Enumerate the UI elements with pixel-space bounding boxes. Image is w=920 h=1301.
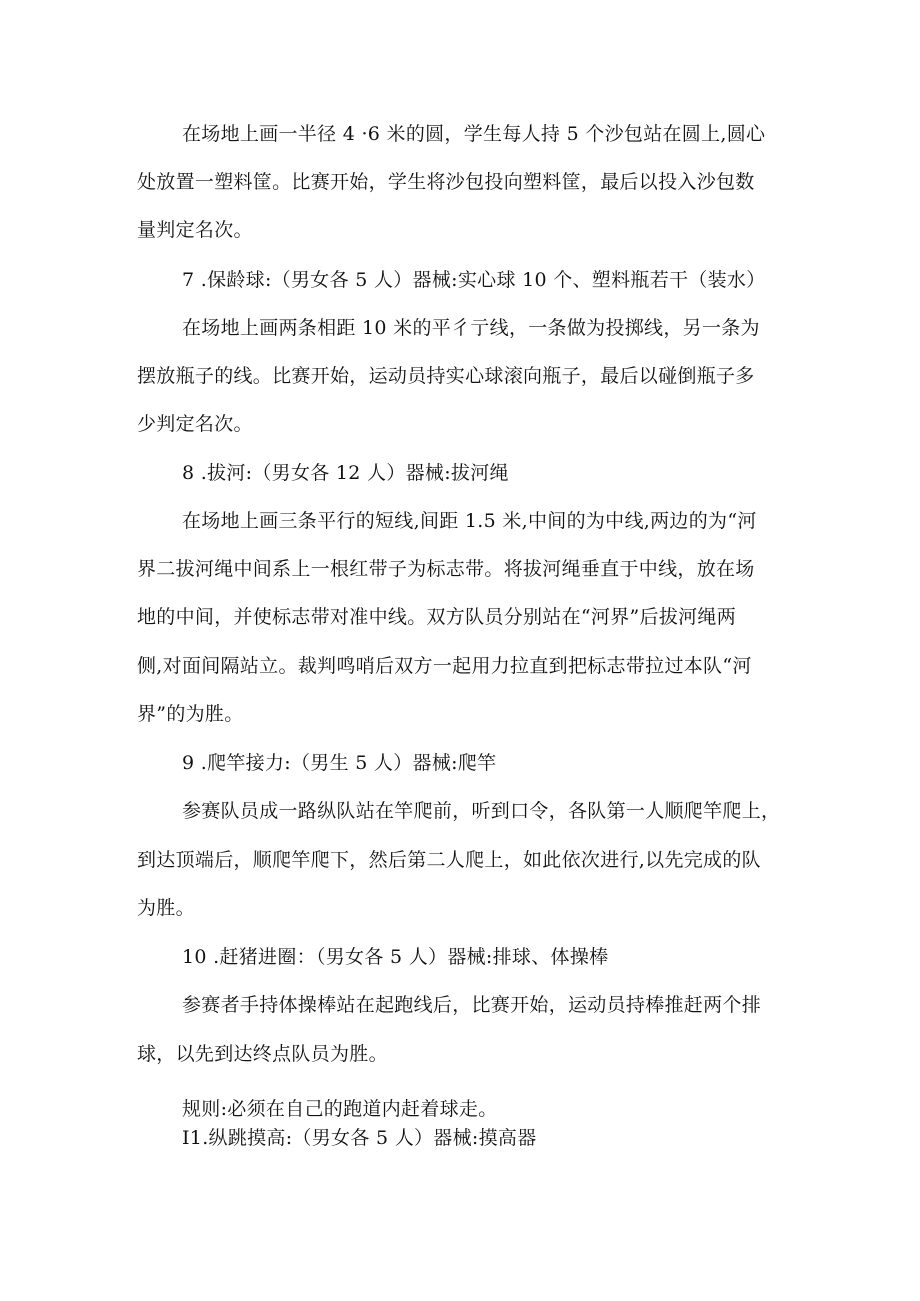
section-heading-11: I1.纵跳摸高:（男女各 5 人）器械:摸高器 — [182, 1127, 537, 1149]
paragraph-line: 量判定名次。 — [137, 219, 253, 241]
section-heading-8: 8 .拔河:（男女各 12 人）器械:拔河绳 — [182, 462, 509, 484]
paragraph-line: 到达顶端后，顺爬竿爬下，然后第二人爬上，如此依次进行,以先完成的队 — [137, 849, 761, 871]
section-heading-9: 9 .爬竿接力:（男生 5 人）器械:爬竿 — [182, 752, 497, 774]
paragraph-line: 界”的为胜。 — [137, 703, 244, 725]
paragraph-line: 少判定名次。 — [137, 413, 253, 435]
rule-line: 规则:必须在自己的跑道内赶着球走。 — [182, 1098, 498, 1120]
paragraph-line: 界二拔河绳中间系上一根红带子为标志带。将拔河绳垂直于中线，放在场 — [137, 558, 755, 580]
paragraph-line: 参赛者手持体操棒站在起跑线后，比赛开始，运动员持棒推赶两个排 — [182, 994, 762, 1016]
paragraph-line: 球，以先到达终点队员为胜。 — [137, 1043, 388, 1065]
paragraph-line: 在场地上画两条相距 10 米的平彳亍线，一条做为投掷线，另一条为 — [182, 317, 760, 339]
section-heading-7: 7 .保龄球:（男女各 5 人）器械:实心球 10 个、塑料瓶若干（装水） — [182, 269, 766, 291]
paragraph-line: 地的中间，并使标志带对准中线。双方队员分别站在“河界”后拔河绳两 — [137, 606, 737, 628]
paragraph-line: 为胜。 — [137, 897, 195, 919]
paragraph-line: 摆放瓶子的线。比赛开始，运动员持实心球滚向瓶子，最后以碰倒瓶子多 — [137, 365, 755, 387]
paragraph-line: 处放置一塑料筐。比赛开始，学生将沙包投向塑料筐，最后以投入沙包数 — [137, 171, 755, 193]
paragraph-line: 在场地上画三条平行的短线,间距 1.5 米,中间的为中线,两边的为“河 — [182, 510, 757, 532]
section-heading-10: 10 .赶猪进圈：（男女各 5 人）器械:排球、体操棒 — [182, 946, 609, 968]
paragraph-line: 在场地上画一半径 4 ·6 米的圆，学生每人持 5 个沙包站在圆上,圆心 — [182, 123, 766, 145]
paragraph-line: 参赛队员成一路纵队站在竿爬前，听到口令，各队第一人顺爬竿爬上， — [182, 800, 781, 822]
paragraph-line: 侧,对面间隔站立。裁判鸣哨后双方一起用力拉直到把标志带拉过本队“河 — [137, 655, 752, 677]
